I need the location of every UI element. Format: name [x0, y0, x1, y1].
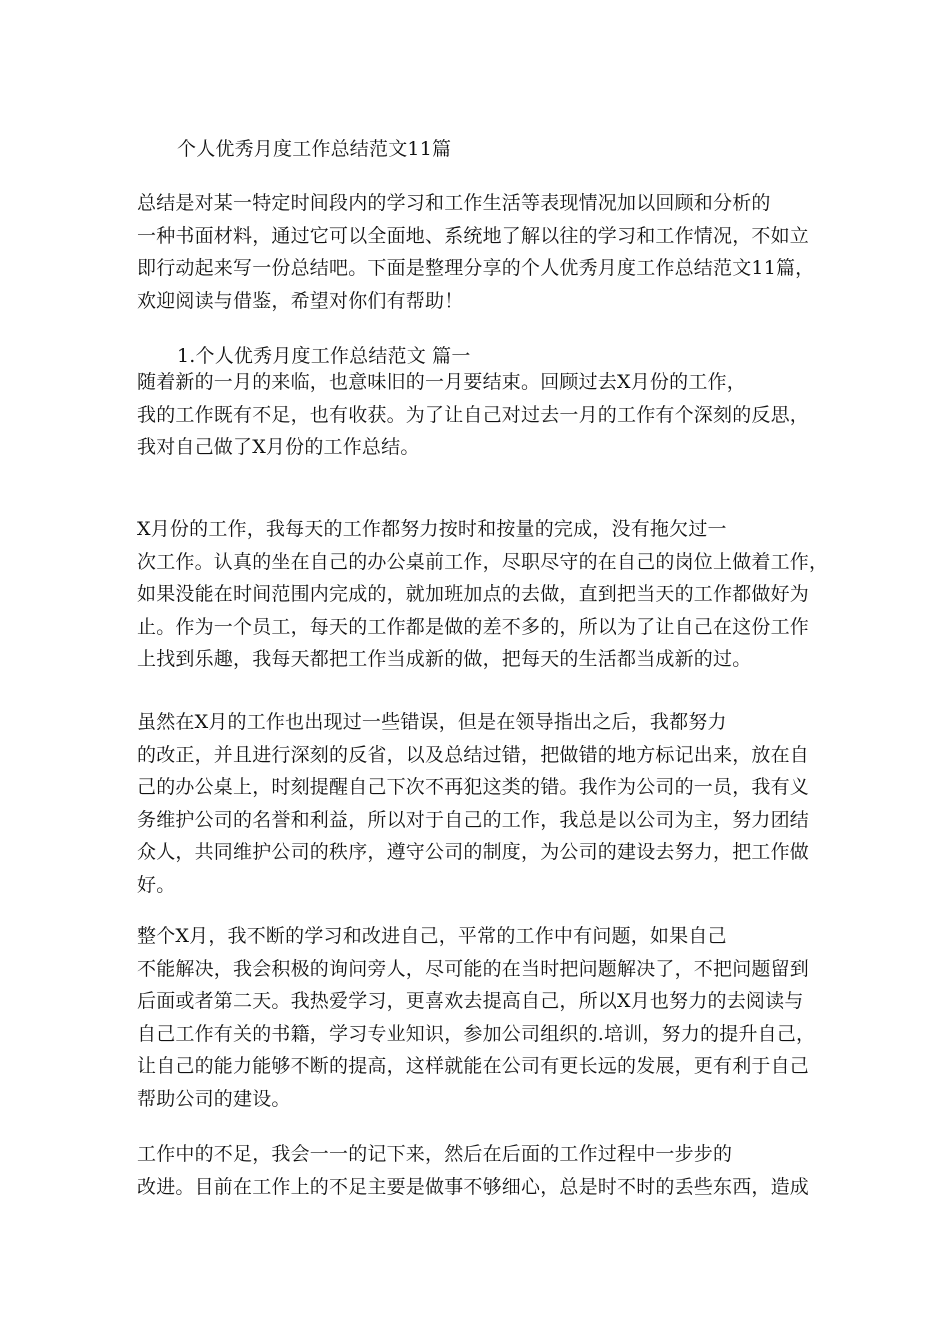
paragraph-line: 自己工作有关的书籍，学习专业知识，参加公司组织的.培训，努力的提升自己，: [137, 1022, 816, 1045]
paragraph-line: 让自己的能力能够不断的提高，这样就能在公司有更长远的发展，更有利于自己: [137, 1055, 810, 1077]
intro-paragraph: [137, 187, 817, 317]
title-text: 个人优秀月度工作总结范文11篇: [177, 138, 452, 160]
intro-line: 即行动起来写一份总结吧。下面是整理分享的个人优秀月度工作总结范文11篇，: [137, 257, 815, 279]
paragraph-line: 随着新的一月的来临，也意味旧的一月要结束。回顾过去X月份的工作，: [137, 371, 746, 393]
intro-line: 欢迎阅读与借鉴，希望对你们有帮助！: [137, 289, 464, 312]
paragraph-line: 的改正，并且进行深刻的反省，以及总结过错，把做错的地方标记出来，放在自: [137, 743, 810, 766]
paragraph-line: 止。作为一个员工，每天的工作都是做的差不多的，所以为了让自己在这份工作: [137, 615, 810, 638]
paragraph-line: 我对自己做了X月份的工作总结。: [137, 436, 420, 458]
section-heading-text: 1.个人优秀月度工作总结范文 篇一: [177, 345, 471, 367]
paragraph-line: 己的办公桌上，时刻提醒自己下次不再犯这类的错。我作为公司的一员，我有义: [137, 776, 810, 798]
paragraph-line: 如果没能在时间范围内完成的，就加班加点的去做，直到把当天的工作都做好为: [137, 583, 810, 605]
body-paragraph-4: [137, 920, 817, 1115]
paragraph-line: 众人，共同维护公司的秩序，遵守公司的制度，为公司的建设去努力，把工作做: [137, 841, 810, 863]
intro-line: 总结是对某一特定时间段内的学习和工作生活等表现情况加以回顾和分析的: [137, 192, 771, 214]
paragraph-line: 工作中的不足，我会一一的记下来，然后在后面的工作过程中一步步的: [137, 1143, 733, 1165]
body-paragraph-1: [137, 366, 817, 464]
paragraph-line: 帮助公司的建设。: [137, 1087, 291, 1110]
intro-line: 一种书面材料，通过它可以全面地、系统地了解以往的学习和工作情况，不如立: [137, 224, 810, 247]
paragraph-line: 务维护公司的名誉和利益，所以对于自己的工作，我总是以公司为主，努力团结: [137, 808, 810, 831]
paragraph-line: 上找到乐趣，我每天都把工作当成新的做，把每天的生活都当成新的过。: [137, 648, 752, 670]
paragraph-line: 不能解决，我会积极的询问旁人，尽可能的在当时把问题解决了，不把问题留到: [137, 957, 810, 980]
paragraph-line: 后面或者第二天。我热爱学习，更喜欢去提高自己，所以X月也努力的去阅读与: [137, 990, 804, 1012]
paragraph-line: 次工作。认真的坐在自己的办公桌前工作，尽职尽守的在自己的岗位上做着工作，: [137, 550, 829, 573]
body-paragraph-3: [137, 706, 817, 901]
body-paragraph-5: [137, 1138, 817, 1203]
paragraph-line: 虽然在X月的工作也出现过一些错误，但是在领导指出之后，我都努力: [137, 711, 727, 733]
paragraph-line: X月份的工作，我每天的工作都努力按时和按量的完成，没有拖欠过一: [137, 518, 727, 540]
paragraph-line: 整个X月，我不断的学习和改进自己，平常的工作中有问题，如果自己: [137, 925, 727, 947]
paragraph-line: 改进。目前在工作上的不足主要是做事不够细心，总是时不时的丢些东西，造成: [137, 1175, 810, 1198]
paragraph-line: 好。: [137, 873, 176, 896]
document-title: [177, 133, 857, 166]
paragraph-line: 我的工作既有不足，也有收获。为了让自己对过去一月的工作有个深刻的反思，: [137, 403, 810, 426]
body-paragraph-2: [137, 513, 829, 676]
